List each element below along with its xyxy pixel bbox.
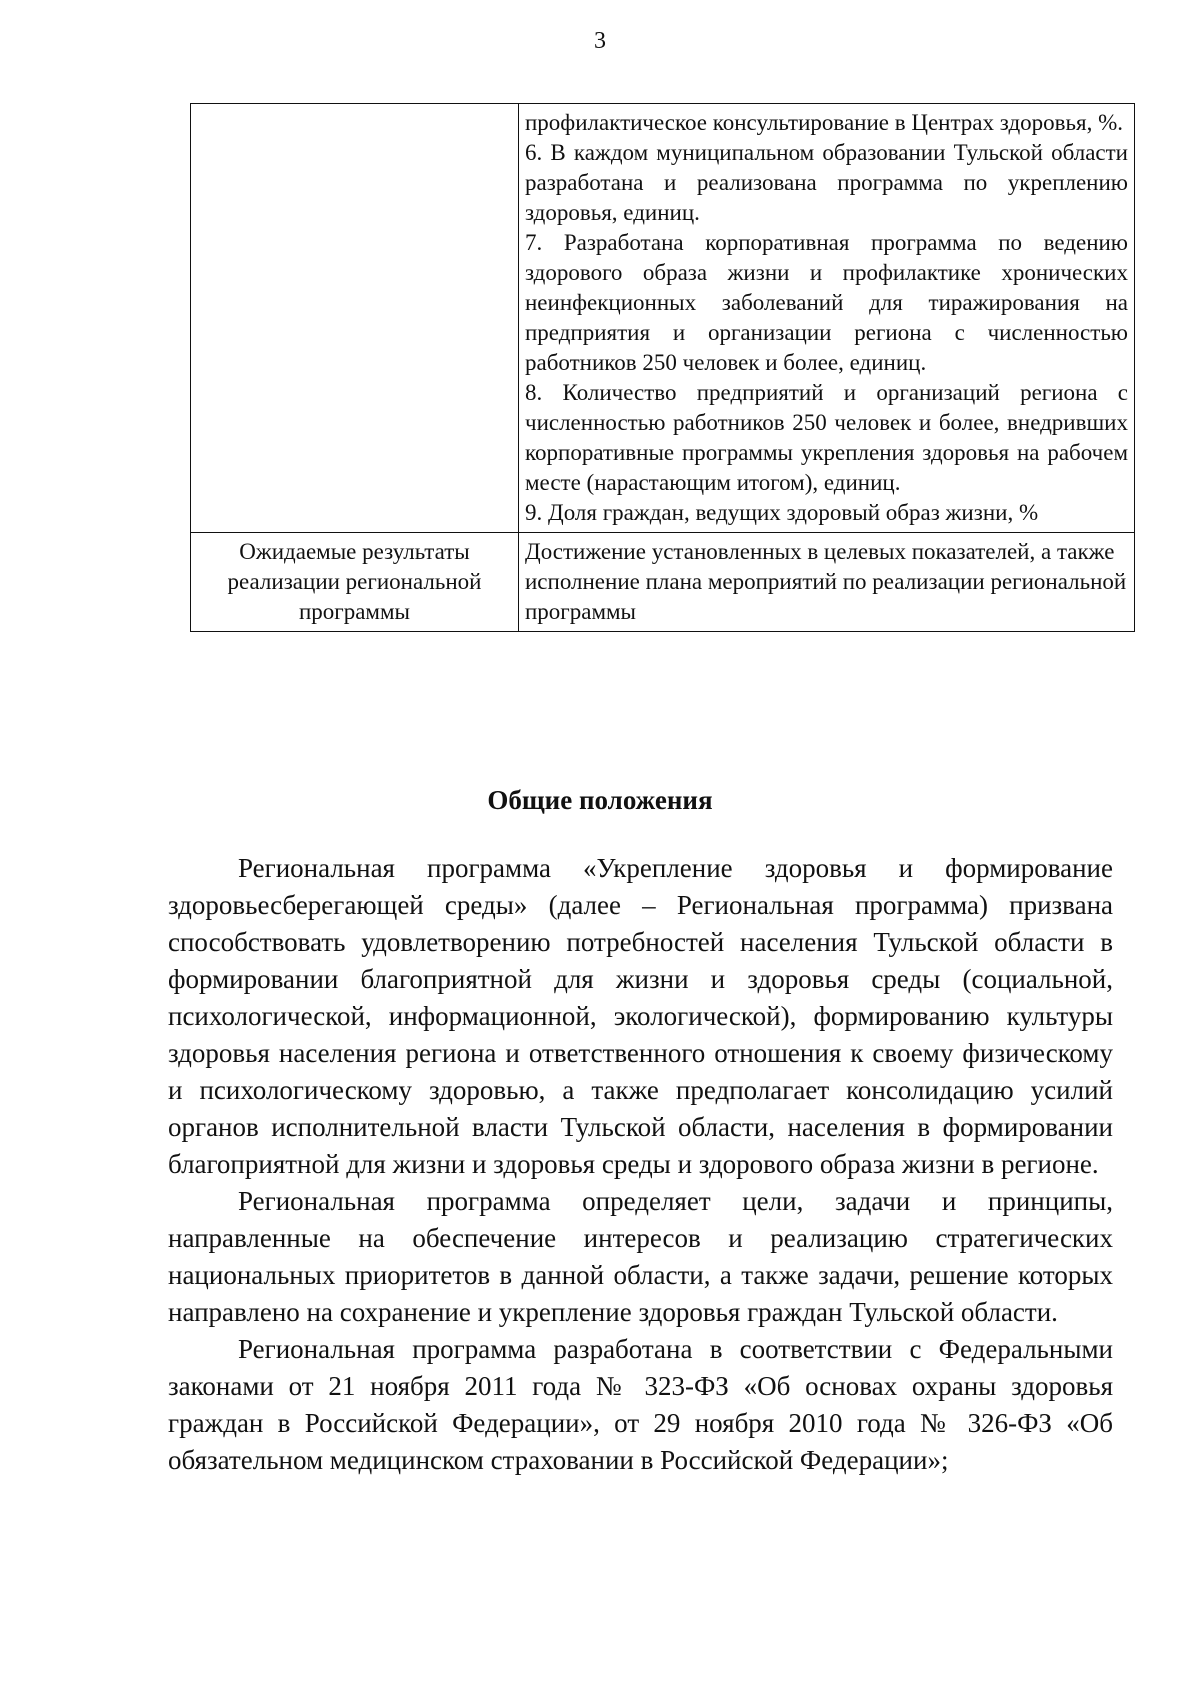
- table-row: [191, 104, 1135, 533]
- paragraph: Региональная программа определяет цели, задачи и принципы, направленные на обеспечение интересов и реализацию стратегических национальных приоритетов в данной области, а также задачи, решение которых направлено на сохранение и укрепление здоровья граждан Тульской области.: [168, 1186, 1113, 1327]
- paragraph: Региональная программа разработана в соответствии с Федеральными законами от 21 ноября 2011 года № 323-ФЗ «Об основах охраны здоровья граждан в Российской Федерации», от 29 ноября 2010 года № 326-ФЗ «Об обязательном медицинском страховании в Российской Федерации»;: [168, 1334, 1113, 1475]
- page-number: 3: [594, 28, 606, 54]
- indicator-item: 7. Разработана корпоративная программа по ведению здорового образа жизни и профилактике хронических неинфекционных заболеваний для тиражирования на предприятия и организации региона с численностью работников 250 человек и более, единиц.: [525, 230, 1128, 375]
- table-value-cell: [519, 533, 1135, 632]
- paragraph: Региональная программа «Укрепление здоровья и формирование здоровьесберегающей среды» (далее – Региональная программа) призвана способствовать удовлетворению потребностей населения Тульской области в формировании благоприятной для жизни и здоровья среды (социальной, психологической, информационной, экологической), формированию культуры здоровья населения региона и ответственного отношения к своему физическому и психологическому здоровью, а также предполагает консолидацию усилий органов исполнительной власти Тульской области, населения в формировании благоприятной для жизни и здоровья среды и здорового образа жизни в регионе.: [168, 853, 1113, 1179]
- section-body: [168, 850, 1113, 1479]
- expected-results-text: Достижение установленных в целевых показателей, а также исполнение плана мероприятий по реализации региональной программы: [525, 539, 1127, 624]
- table-label-cell: Ожидаемые результаты реализации региональной программы: [191, 533, 519, 632]
- program-passport-table: [190, 103, 1135, 632]
- table-label-cell: [191, 104, 519, 533]
- table-value-cell: [519, 104, 1135, 533]
- indicator-item: профилактическое консультирование в Центрах здоровья, %.: [525, 110, 1123, 135]
- table-row: [191, 533, 1135, 632]
- indicator-item: 9. Доля граждан, ведущих здоровый образ жизни, %: [525, 500, 1039, 525]
- section-title: Общие положения: [487, 785, 713, 815]
- indicator-item: 8. Количество предприятий и организаций региона с численностью работников 250 человек и более, внедривших корпоративные программы укрепления здоровья на рабочем месте (нарастающим итогом), единиц.: [525, 380, 1128, 495]
- indicator-item: 6. В каждом муниципальном образовании Тульской области разработана и реализована программа по укреплению здоровья, единиц.: [525, 140, 1128, 225]
